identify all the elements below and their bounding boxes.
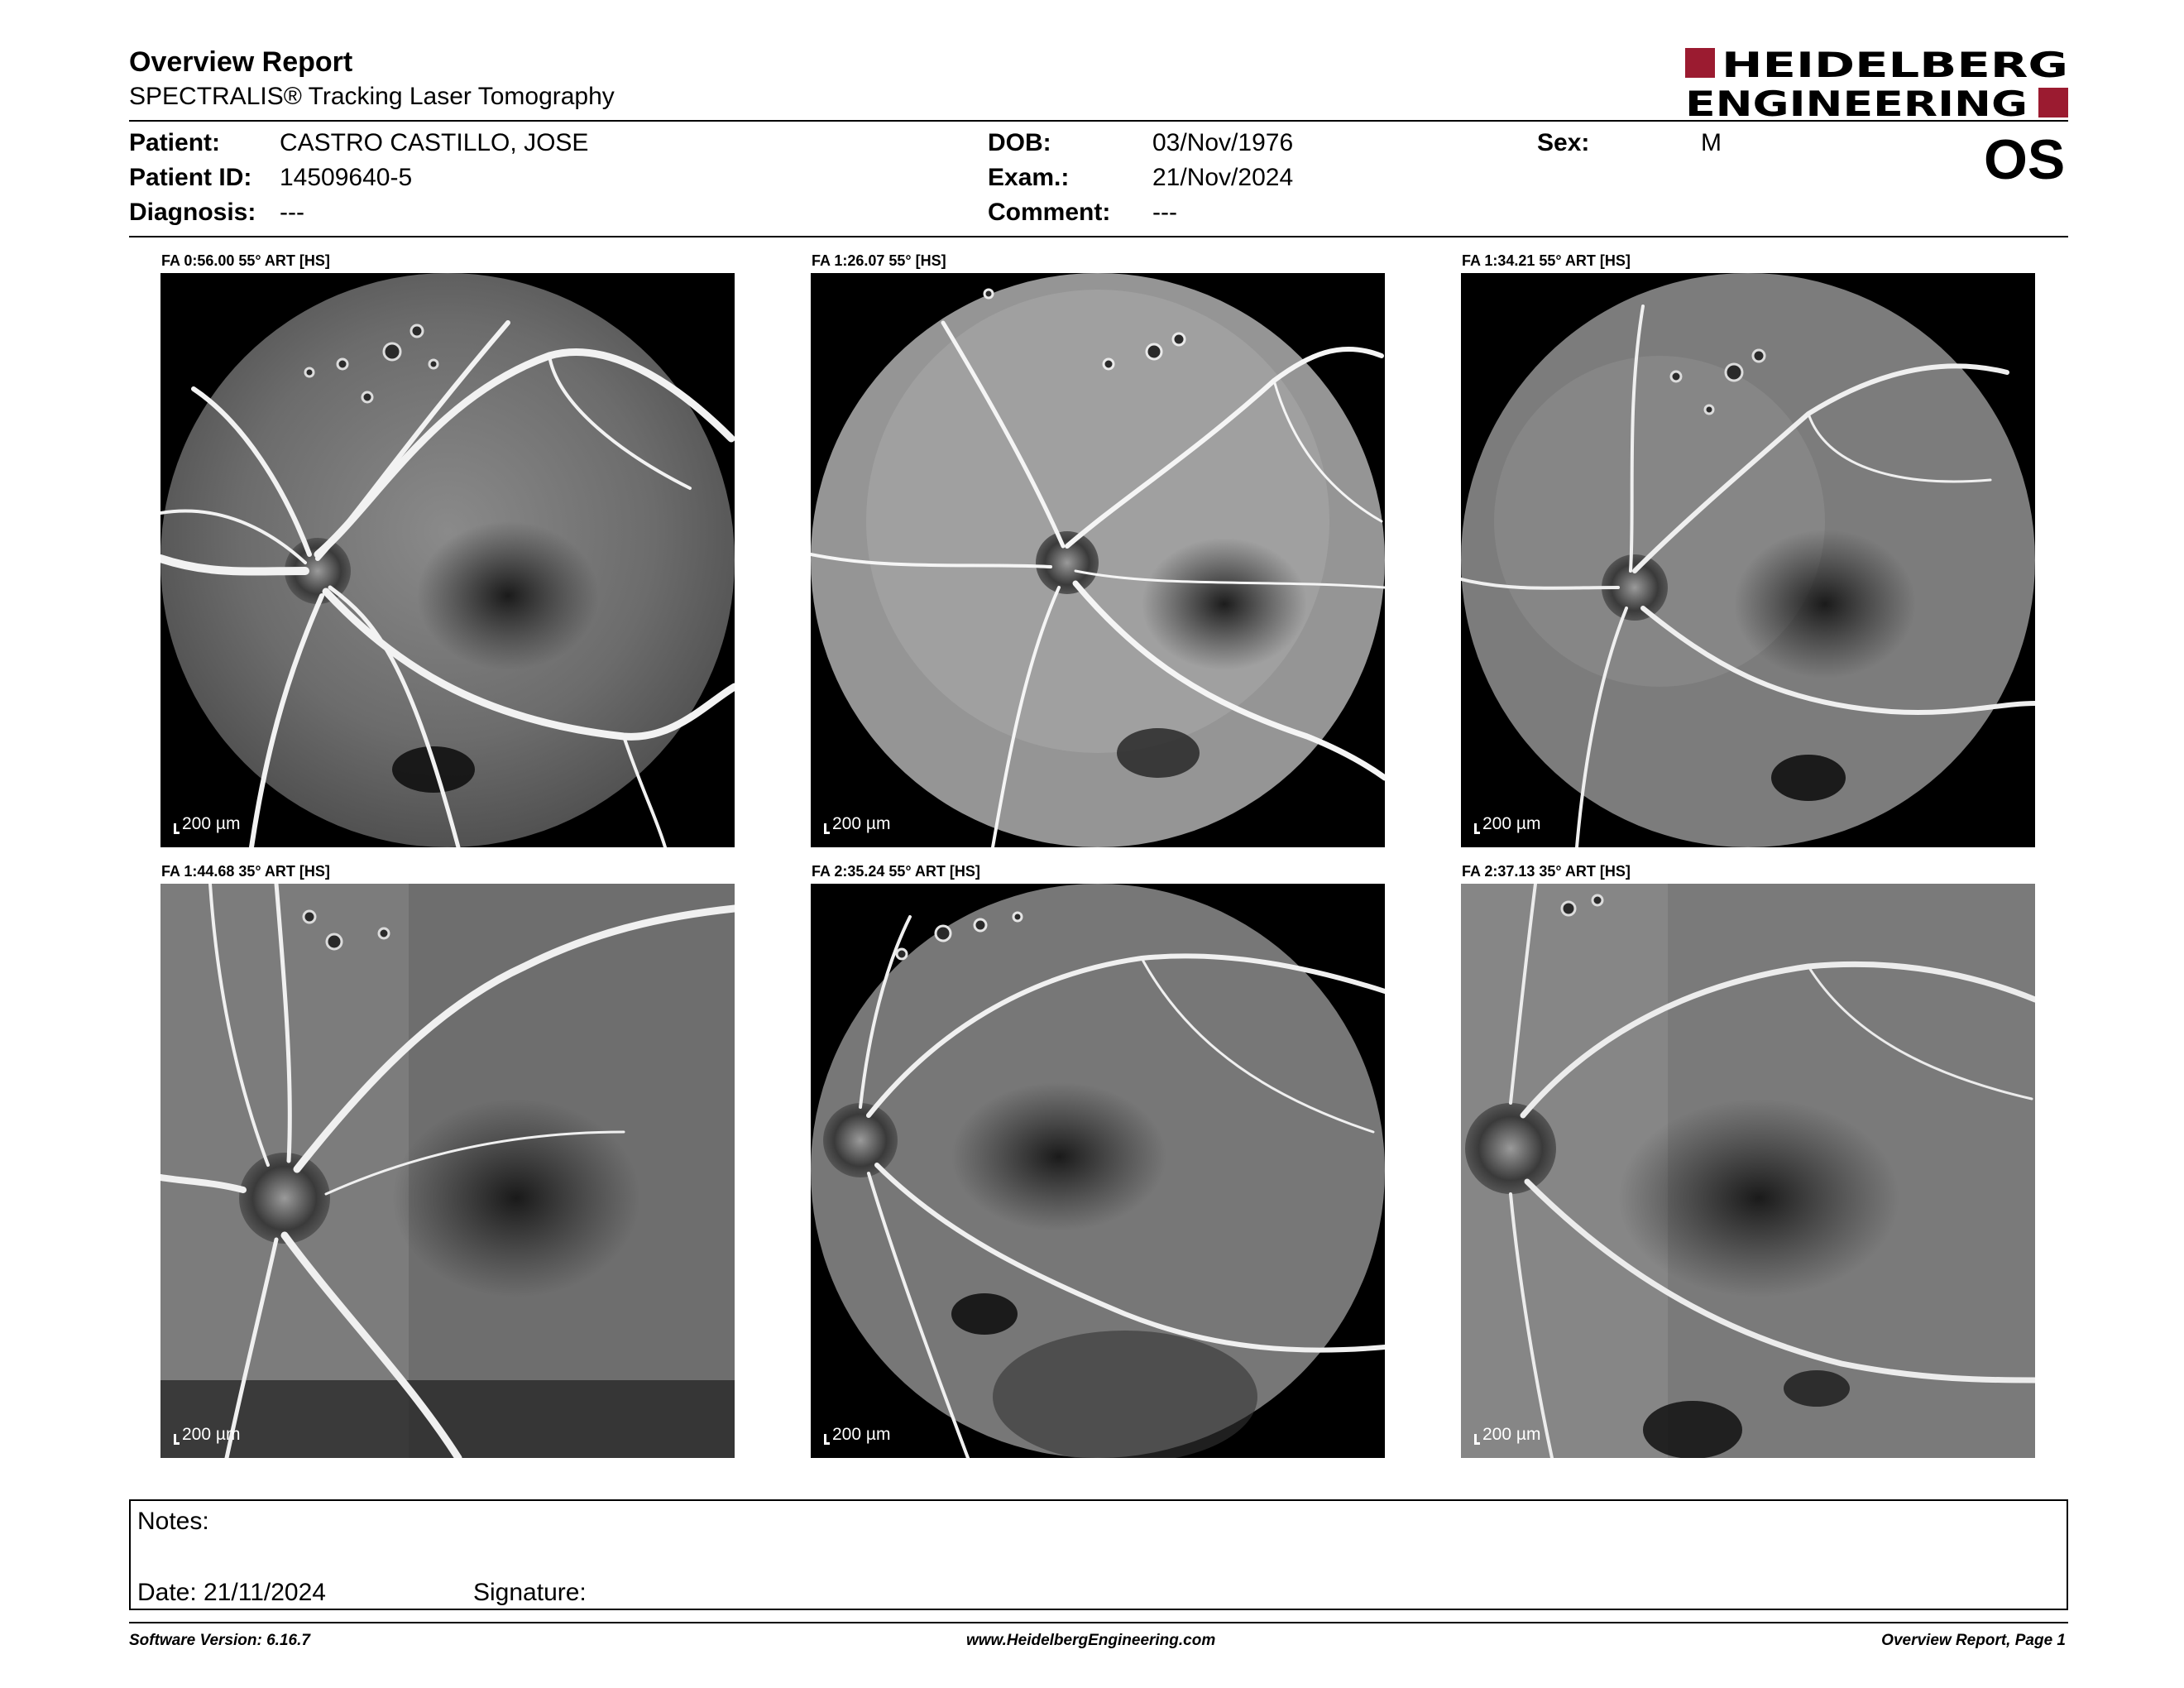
fundus-image-6 xyxy=(1461,884,2035,1458)
scale-bar-4: 200 µm xyxy=(174,1425,240,1445)
patient-label: Patient: xyxy=(129,129,221,156)
comment-label: Comment: xyxy=(988,199,1111,226)
svg-text:HEIDELBERG: HEIDELBERG xyxy=(1722,46,2068,85)
image-caption-2: FA 1:26.07 55° [HS] xyxy=(812,252,946,269)
header-divider xyxy=(129,120,2068,122)
exam-label: Exam.: xyxy=(988,164,1070,191)
date-label: Date: 21/11/2024 xyxy=(137,1579,326,1606)
software-version: Software Version: 6.16.7 xyxy=(129,1632,310,1649)
report-title: Overview Report xyxy=(129,46,353,78)
image-caption-3: FA 1:34.21 55° ART [HS] xyxy=(1462,252,1631,269)
scale-bar-6: 200 µm xyxy=(1474,1425,1540,1445)
notes-box[interactable] xyxy=(129,1499,2068,1610)
heidelberg-logo xyxy=(1685,46,2068,119)
scale-bar-1: 200 µm xyxy=(174,814,240,834)
svg-text:ENGINEERING: ENGINEERING xyxy=(1685,84,2028,119)
sex-label: Sex: xyxy=(1537,129,1590,156)
footer-divider xyxy=(129,1622,2068,1623)
dob-value: 03/Nov/1976 xyxy=(1152,129,1294,156)
notes-label: Notes: xyxy=(137,1508,209,1535)
scale-bar-2: 200 µm xyxy=(824,814,890,834)
image-caption-4: FA 1:44.68 35° ART [HS] xyxy=(161,863,330,880)
diagnosis-value: --- xyxy=(280,199,304,226)
diagnosis-label: Diagnosis: xyxy=(129,199,256,226)
sex-value: M xyxy=(1701,129,1722,156)
eye-side-indicator: OS xyxy=(1984,128,2066,191)
scale-bar-3: 200 µm xyxy=(1474,814,1540,834)
page-number: Overview Report, Page 1 xyxy=(1881,1632,2066,1649)
fundus-image-3 xyxy=(1461,273,2035,847)
fundus-image-2 xyxy=(811,273,1385,847)
signature-label: Signature: xyxy=(473,1579,587,1606)
comment-value: --- xyxy=(1152,199,1177,226)
scale-bar-5: 200 µm xyxy=(824,1425,890,1445)
image-caption-5: FA 2:35.24 55° ART [HS] xyxy=(812,863,980,880)
fundus-image-4 xyxy=(160,884,735,1458)
patient-id-label: Patient ID: xyxy=(129,164,252,191)
patient-name: CASTRO CASTILLO, JOSE xyxy=(280,129,589,156)
patient-info-divider xyxy=(129,236,2068,237)
fundus-image-5 xyxy=(811,884,1385,1458)
dob-label: DOB: xyxy=(988,129,1051,156)
patient-id-value: 14509640-5 xyxy=(280,164,413,191)
report-subtitle: SPECTRALIS® Tracking Laser Tomography xyxy=(129,83,615,110)
exam-value: 21/Nov/2024 xyxy=(1152,164,1294,191)
fundus-image-1 xyxy=(160,273,735,847)
website-link[interactable]: www.HeidelbergEngineering.com xyxy=(966,1632,1216,1649)
image-caption-1: FA 0:56.00 55° ART [HS] xyxy=(161,252,330,269)
image-caption-6: FA 2:37.13 35° ART [HS] xyxy=(1462,863,1631,880)
